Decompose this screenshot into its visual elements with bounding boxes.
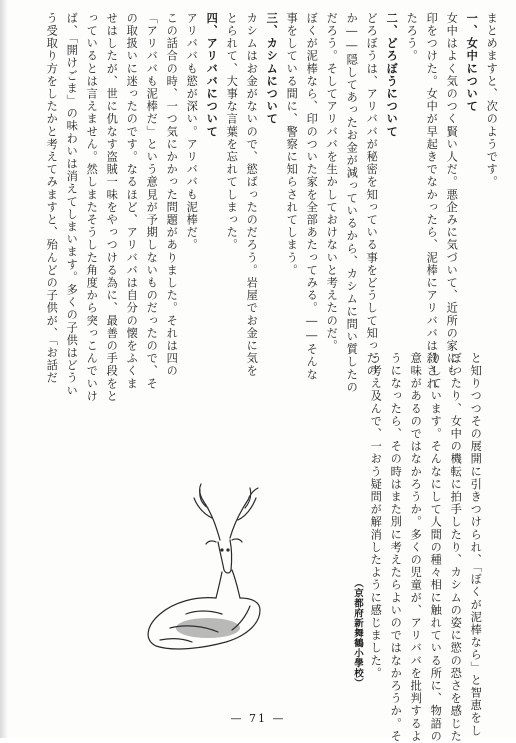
text-column: とられて、大事な言葉を忘れてしまった。 bbox=[225, 12, 239, 252]
text-column: せはしたが、世に仇なす盗賊一味をやっつける為に、最善の手段をと bbox=[105, 12, 119, 403]
text-column: うになったら、その時はまた別に考えたらよいのではなかろうか。そ bbox=[389, 352, 403, 743]
text-column: 「アリババも泥棒だ」という意見が予期しないものだったので、そ bbox=[145, 12, 159, 390]
page-number: — 71 — bbox=[230, 712, 286, 725]
text-column: アリババも慾が深い。アリババも泥棒だ。 bbox=[185, 12, 199, 252]
page-edge-shadow bbox=[0, 0, 8, 738]
text-column: この話合の時、一つ気にかかった問題がありました。それは四の bbox=[165, 12, 179, 378]
text-column: どろぼうは、アリババが秘密を知っている事をどうして知ったの bbox=[365, 12, 379, 378]
text-column: と知りつつその展開に引きつけられ、「ぼくが泥棒なら」と智恵をし bbox=[469, 352, 483, 737]
text-column: だろう。そしてアリババを生かしておけないと考えたのだ。 bbox=[325, 12, 339, 353]
text-column: ぼくが泥棒なら、印のついた家を全部あたってみる。――そんな bbox=[305, 12, 319, 381]
section-heading: 四、アリババについて bbox=[205, 12, 220, 138]
text-column: ぼったり、女中の機転に拍手したり、カシムの姿に慾の恐さを感じた bbox=[449, 352, 463, 743]
text-column: まとめますと、次のようです。 bbox=[485, 12, 499, 189]
text-column: ば、「開けごま」の味わいは消えてしまいます。多くの子供はどうい bbox=[65, 12, 79, 397]
section-heading: 二、どろぼうについて bbox=[385, 12, 400, 138]
section-heading: 三、カシムについて bbox=[265, 12, 280, 126]
text-column: 女中はよく気のつく賢い人だ。悪企みに気づいて、近所の家にも bbox=[445, 12, 459, 378]
text-column: カシムはお金がないので、慾ばったのだろう。岩屋でお金に気を bbox=[245, 12, 259, 378]
text-column: 印をつけた。女中が早起きでなかったら、泥棒にアリババは殺され bbox=[425, 12, 439, 390]
deer-illustration bbox=[100, 478, 290, 653]
text-column: う受取り方をしたかと考えてみますと、殆んどの子供が、「お話だ bbox=[45, 12, 59, 385]
text-column: う考え及んで、一おう疑問が解消したように感じました。 bbox=[369, 352, 383, 680]
section-heading: 一、女中について bbox=[465, 12, 480, 113]
text-column: 意味があるのではなかろうか。多くの児童が、アリババを批判するよ bbox=[409, 352, 423, 743]
text-column: りしています。そんなにして人間の種々相に触れている所に、物語の bbox=[429, 352, 443, 743]
text-column: っているとは言えません。然しまたそうした角度から突っこんでいけ bbox=[85, 12, 99, 403]
text-column: の取扱いに迷ったのです。なるほど、アリババは自分の懐をふくま bbox=[125, 12, 139, 390]
school-caption: （京都府新舞鶴小學校） bbox=[352, 578, 363, 688]
text-column: 事をしている間に、警察に知らされてしまう。 bbox=[285, 12, 299, 277]
text-column: か――隠してあったお金が減っているから、カシムに問い質したの bbox=[345, 12, 359, 394]
text-column: たろう。 bbox=[405, 12, 419, 63]
